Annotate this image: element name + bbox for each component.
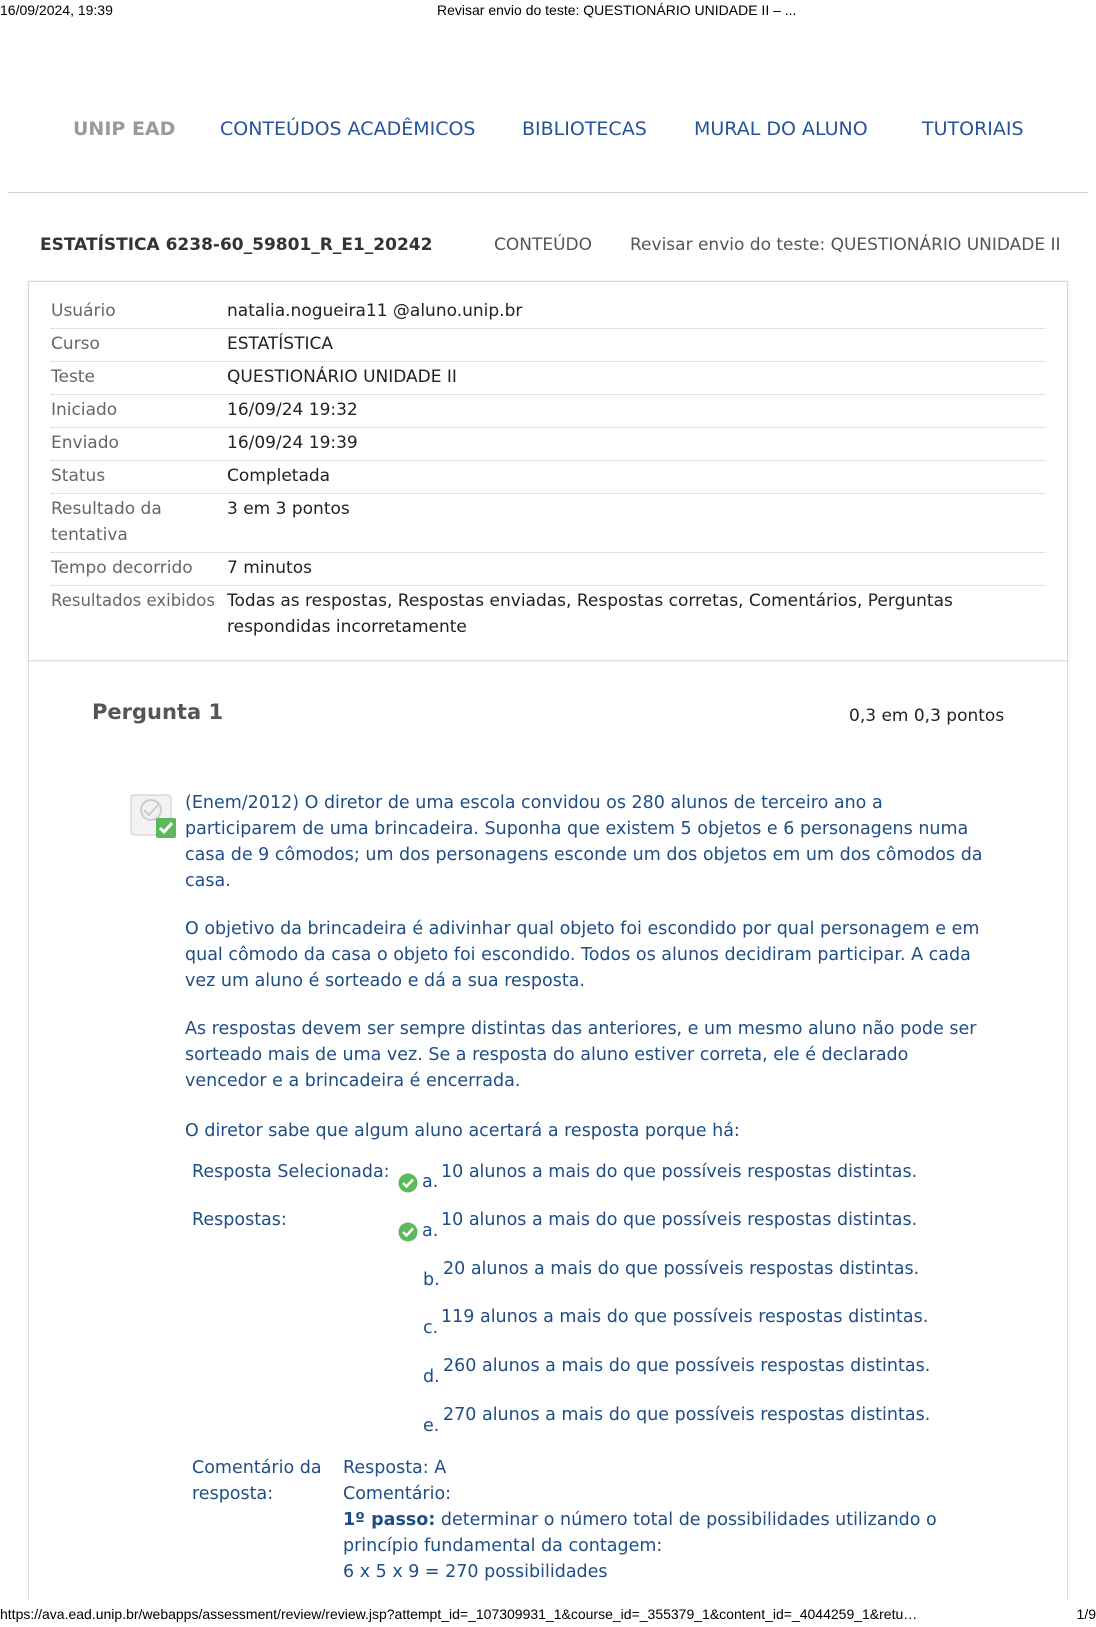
- info-value: 16/09/24 19:39: [227, 433, 358, 453]
- print-url: https://ava.ead.unip.br/webapps/assessment/review/review.jsp?attempt_id=_107309931_1&course_id=_355379_1&content_id=_4044259_1&retu…: [0, 1606, 918, 1622]
- attempt-info-box: [28, 281, 1068, 661]
- nav-divider: [8, 192, 1088, 193]
- selected-answer-letter: a.: [422, 1172, 439, 1192]
- answer-option-text: 119 alunos a mais do que possíveis respostas distintas.: [441, 1307, 929, 1327]
- selected-answer-label: Resposta Selecionada:: [192, 1162, 390, 1182]
- graded-correct-icon: [130, 792, 178, 840]
- info-row-curso: [51, 331, 1045, 362]
- comment-answer-line: Resposta: A: [343, 1458, 447, 1478]
- comment-step: [343, 1507, 963, 1559]
- print-datetime: 16/09/2024, 19:39: [0, 2, 113, 18]
- question-paragraph-4: O diretor sabe que algum aluno acertará a resposta porque há:: [185, 1121, 740, 1141]
- answer-option-text: 270 alunos a mais do que possíveis respostas distintas.: [443, 1405, 931, 1425]
- correct-check-icon: [398, 1222, 418, 1242]
- info-row-status: [51, 463, 1045, 494]
- comment-heading: Comentário:: [343, 1484, 452, 1504]
- info-label: Resultados exibidos: [51, 591, 215, 610]
- nav-tutoriais[interactable]: TUTORIAIS: [922, 118, 1024, 140]
- question-paragraph-2: O objetivo da brincadeira é adivinhar qual objeto foi escondido por qual personagem e em qual cômodo da casa o objeto foi escondido. Todos os alunos decidiram participar. A cada vez um aluno é sorteado e dá a sua resposta.: [185, 919, 980, 991]
- comment-label: Comentário da resposta:: [192, 1458, 322, 1504]
- info-row-enviado: [51, 430, 1045, 461]
- nav-mural-do-aluno[interactable]: MURAL DO ALUNO: [694, 118, 868, 140]
- info-value: Todas as respostas, Respostas enviadas, Respostas corretas, Comentários, Perguntas respondidas incorretamente: [227, 591, 953, 637]
- info-label: Iniciado: [51, 400, 118, 420]
- info-label: Status: [51, 466, 106, 486]
- answer-option-letter: e.: [423, 1416, 440, 1436]
- info-row-iniciado: [51, 397, 1045, 428]
- print-header: [0, 2, 1096, 22]
- selected-answer-text: 10 alunos a mais do que possíveis respostas distintas.: [441, 1162, 918, 1182]
- print-page-number: 1/9: [1076, 1606, 1096, 1622]
- nav-brand-unip-ead[interactable]: UNIP EAD: [73, 118, 176, 140]
- nav-bibliotecas[interactable]: BIBLIOTECAS: [522, 118, 647, 140]
- info-value: ESTATÍSTICA: [227, 334, 333, 354]
- answer-option-letter: a.: [422, 1221, 439, 1241]
- info-label: Curso: [51, 334, 100, 354]
- info-row-resultados-exibidos: [51, 588, 1045, 644]
- print-footer: [0, 1606, 1096, 1626]
- answers-label: Respostas:: [192, 1210, 287, 1230]
- info-row-tempo: [51, 555, 1045, 586]
- info-value: natalia.nogueira11 @aluno.unip.br: [227, 301, 523, 321]
- info-value: QUESTIONÁRIO UNIDADE II: [227, 367, 457, 387]
- breadcrumb-page-title: Revisar envio do teste: QUESTIONÁRIO UNIDADE II: [630, 235, 1061, 255]
- info-row-usuario: [51, 298, 1045, 329]
- question-title: Pergunta 1: [92, 700, 224, 724]
- breadcrumb-course[interactable]: ESTATÍSTICA 6238-60_59801_R_E1_20242: [40, 235, 433, 255]
- comment-step-text: determinar o número total de possibilidades utilizando o princípio fundamental da contagem:: [343, 1510, 937, 1556]
- info-label: Enviado: [51, 433, 119, 453]
- nav-conteudos-academicos[interactable]: CONTEÚDOS ACADÊMICOS: [220, 118, 476, 140]
- answer-option-text: 260 alunos a mais do que possíveis respostas distintas.: [443, 1356, 931, 1376]
- question-paragraph-3: As respostas devem ser sempre distintas das anteriores, e um mesmo aluno não pode ser sorteado mais de uma vez. Se a resposta do aluno estiver correta, ele é declarado vencedor e a brincadeira é encerrada.: [185, 1019, 977, 1091]
- comment-calculation: 6 x 5 x 9 = 270 possibilidades: [343, 1562, 608, 1582]
- print-title: Revisar envio do teste: QUESTIONÁRIO UNIDADE II – ...: [437, 2, 797, 18]
- question-points: 0,3 em 0,3 pontos: [849, 706, 1005, 726]
- info-row-resultado: [51, 496, 1045, 553]
- question-paragraph-1: (Enem/2012) O diretor de uma escola convidou os 280 alunos de terceiro ano a participarem de uma brincadeira. Suponha que existem 5 objetos e 6 personagens numa casa de 9 cômodos; um dos personagens esconde um dos objetos em um dos cômodos da casa.: [185, 793, 983, 891]
- breadcrumb-content[interactable]: CONTEÚDO: [494, 235, 593, 255]
- comment-step-label: 1º passo:: [343, 1510, 436, 1530]
- comment-body: [343, 1455, 963, 1585]
- answer-option-text: 20 alunos a mais do que possíveis respostas distintas.: [443, 1259, 920, 1279]
- correct-check-icon: [398, 1173, 418, 1193]
- info-label: Teste: [51, 367, 95, 387]
- answer-option-letter: d.: [423, 1367, 440, 1387]
- info-value: 3 em 3 pontos: [227, 499, 350, 519]
- answer-option-letter: b.: [423, 1270, 440, 1290]
- info-value: 16/09/24 19:32: [227, 400, 358, 420]
- info-label: Tempo decorrido: [51, 558, 193, 578]
- info-value: 7 minutos: [227, 558, 312, 578]
- info-label: Resultado da tentativa: [51, 499, 162, 545]
- answer-option-text: 10 alunos a mais do que possíveis respostas distintas.: [441, 1210, 918, 1230]
- info-row-teste: [51, 364, 1045, 395]
- info-value: Completada: [227, 466, 331, 486]
- answer-option-letter: c.: [423, 1318, 439, 1338]
- info-label: Usuário: [51, 301, 116, 321]
